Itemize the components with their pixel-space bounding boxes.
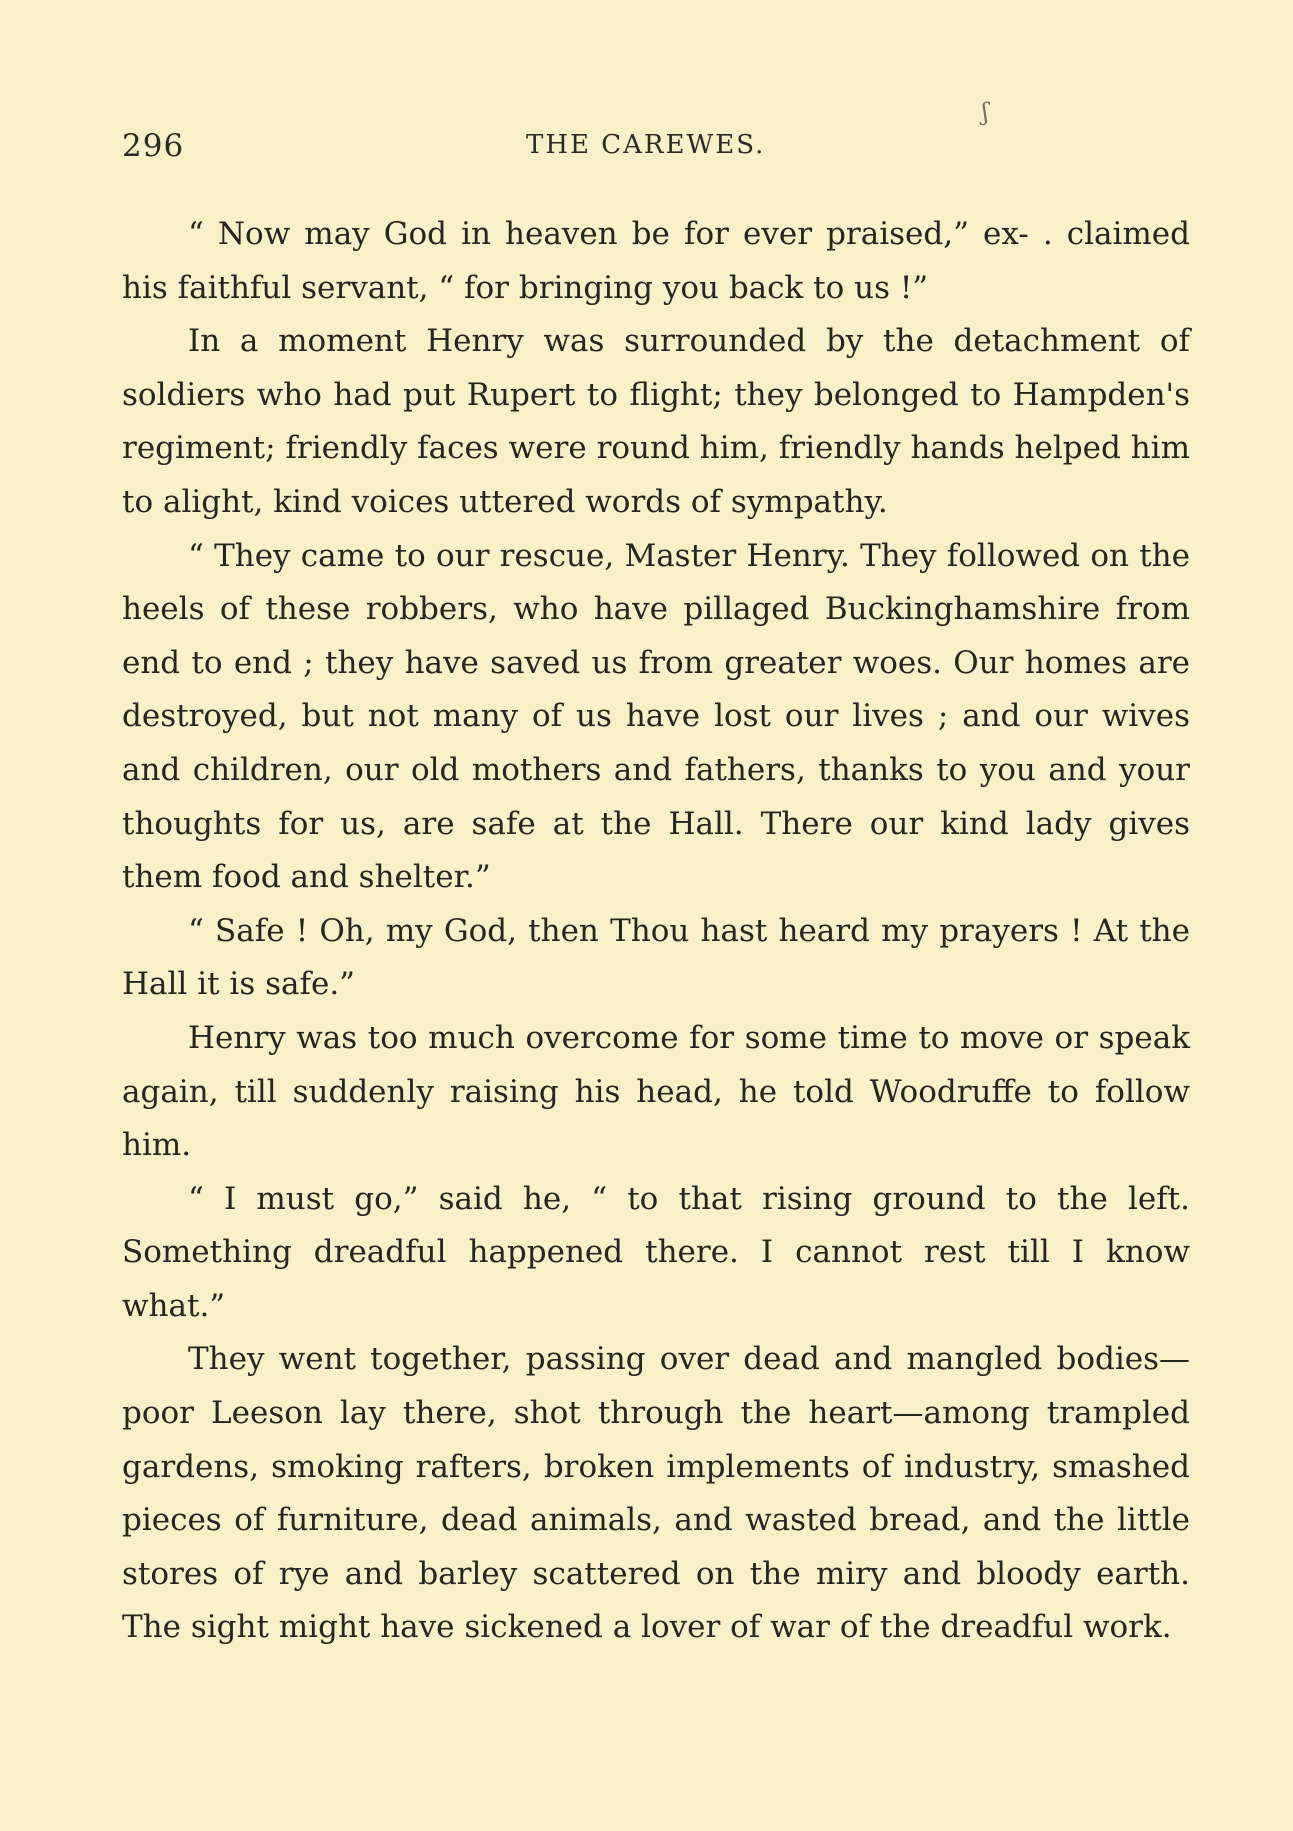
paragraph-5: Henry was too much overcome for some time to move or speak again, till suddenly raising his head, he told Woodruffe to follow him. — [122, 1019, 1190, 1164]
running-head: THE CAREWES. — [526, 130, 766, 160]
page-number: 296 — [122, 128, 185, 164]
paragraph-3: “ They came to our rescue, Master Henry. They followed on the heels of these robbers, who have pillaged Buckinghamshire from end to end ; they have saved us from greater woes. Our homes are destroyed, but not many of us have lost our lives ; and our wives and children, our old mothers and fathers, thanks to you and your thoughts for us, are safe at the Hall. There our kind lady gives them food and shelter.” — [122, 537, 1190, 896]
body-text — [122, 208, 1190, 1655]
paragraph-7: They went together, passing over dead and mangled bodies—poor Leeson lay there, shot through the heart—among trampled gardens, smoking rafters, broken implements of industry, smashed pieces of furniture, dead animals, and wasted bread, and the little stores of rye and barley scattered on the miry and bloody earth. The sight might have sickened a lover of war of the dreadful work. — [122, 1341, 1190, 1646]
paragraph-6: “ I must go,” said he, “ to that rising ground to the left. Something dreadful happened there. I cannot rest till I know what.” — [122, 1180, 1190, 1324]
paragraph-2: In a moment Henry was surrounded by the detachment of soldiers who had put Rupert to flight; they belonged to Hampden's regiment; friendly faces were round him, friendly hands helped him to alight, kind voices uttered words of sympathy. — [122, 323, 1190, 520]
paragraph-1: “ Now may God in heaven be for ever praised,” ex- . claimed his faithful servant, “ for bringing you back to us !” — [122, 216, 1190, 306]
page-header — [122, 98, 1182, 178]
margin-mark: ʃ — [982, 98, 989, 126]
paragraph-4: “ Safe ! Oh, my God, then Thou hast heard my prayers ! At the Hall it is safe.” — [122, 912, 1190, 1003]
